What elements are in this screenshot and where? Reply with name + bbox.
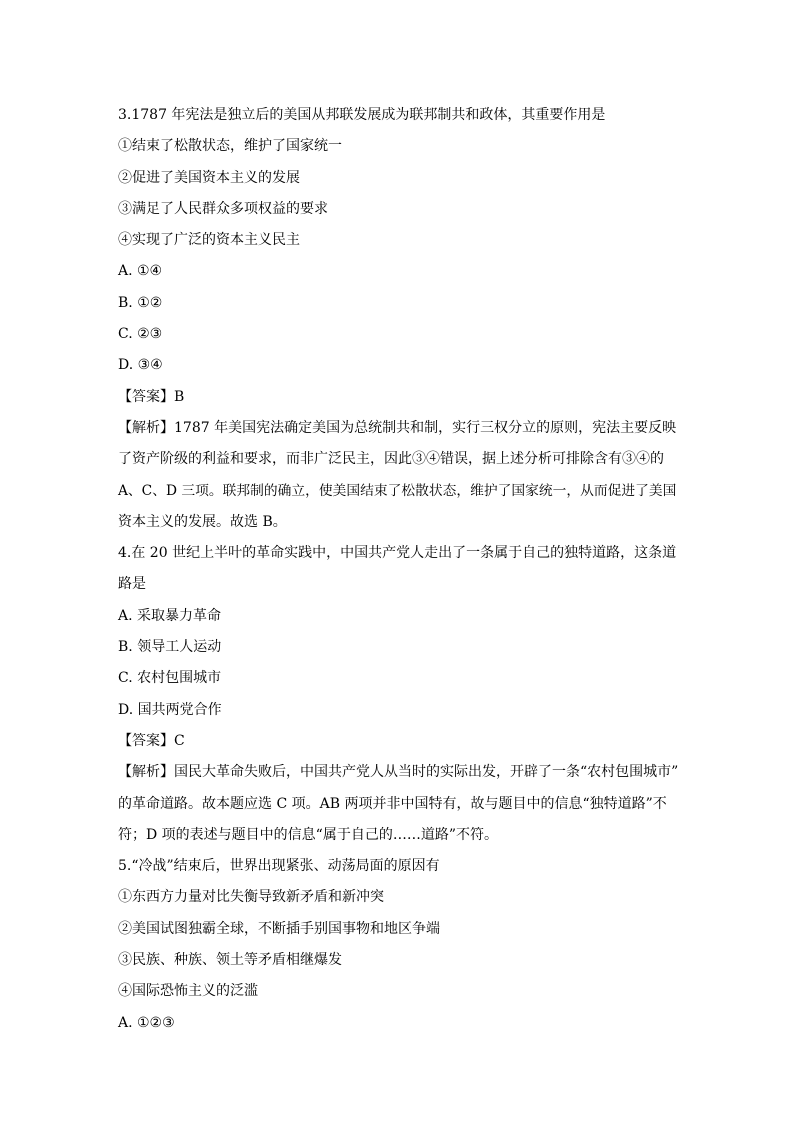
question-5-statement-1: ①东西方力量对比失衡导致新矛盾和新冲突	[118, 889, 384, 906]
question-3-option-b: B. ①②	[118, 294, 163, 311]
question-3-option-a: A. ①④	[118, 263, 163, 280]
question-3-analysis-line-2: 了资产阶级的利益和要求，而非广泛民主，因此③④错误，据上述分析可排除含有③④的	[118, 451, 664, 468]
question-4-option-d: D. 国共两党合作	[118, 701, 222, 718]
question-5-statement-4: ④国际恐怖主义的泛滥	[118, 983, 258, 1000]
question-3-analysis-line-1: 【解析】1787 年美国宪法确定美国为总统制共和制，实行三权分立的原则，宪法主要反映	[118, 419, 677, 436]
question-4-analysis-line-1: 【解析】国民大革命失败后，中国共产党人从当时的实际出发，开辟了一条“农村包围城市”	[118, 764, 679, 781]
question-4-analysis-line-3: 符；D 项的表述与题目中的信息“属于自己的……道路”不符。	[118, 826, 498, 843]
question-4-option-c: C. 农村包围城市	[118, 670, 222, 687]
question-5-statement-2: ②美国试图独霸全球，不断插手别国事物和地区争端	[118, 920, 440, 937]
question-3-statement-2: ②促进了美国资本主义的发展	[118, 169, 300, 186]
question-3-statement-1: ①结束了松散状态，维护了国家统一	[118, 138, 342, 155]
question-content	[118, 100, 678, 1039]
question-3-answer: 【答案】B	[118, 388, 185, 405]
question-3-statement-3: ③满足了人民群众多项权益的要求	[118, 200, 328, 217]
question-3-stem: 3.1787 年宪法是独立后的美国从邦联发展成为联邦制共和政体，其重要作用是	[118, 107, 606, 123]
question-4-option-a: A. 采取暴力革命	[118, 607, 222, 624]
question-4-stem-line-1: 4.在 20 世纪上半叶的革命实践中，中国共产党人走出了一条属于自己的独特道路，这条道	[118, 545, 677, 562]
question-5-option-a: A. ①②③	[118, 1014, 175, 1031]
question-5-stem: 5.“冷战”结束后，世界出现紧张、动荡局面的原因有	[118, 858, 440, 875]
question-3-statement-4: ④实现了广泛的资本主义民主	[118, 232, 300, 249]
question-3-analysis-line-3: A、C、D 三项。联邦制的确立，使美国结束了松散状态，维护了国家统一，从而促进了美国	[118, 482, 677, 499]
question-3-option-d: D. ③④	[118, 357, 163, 374]
question-4-analysis-line-2: 的革命道路。故本题应选 C 项。AB 两项并非中国特有，故与题目中的信息“独特道路”不	[118, 795, 667, 812]
question-3-analysis-line-4: 资本主义的发展。故选 B。	[118, 513, 287, 530]
question-4-stem-line-2: 路是	[118, 576, 146, 593]
question-4-option-b: B. 领导工人运动	[118, 639, 222, 656]
question-3-option-c: C. ②③	[118, 326, 163, 343]
question-4-answer: 【答案】C	[118, 732, 185, 749]
question-5-statement-3: ③民族、种族、领土等矛盾相继爆发	[118, 952, 342, 969]
